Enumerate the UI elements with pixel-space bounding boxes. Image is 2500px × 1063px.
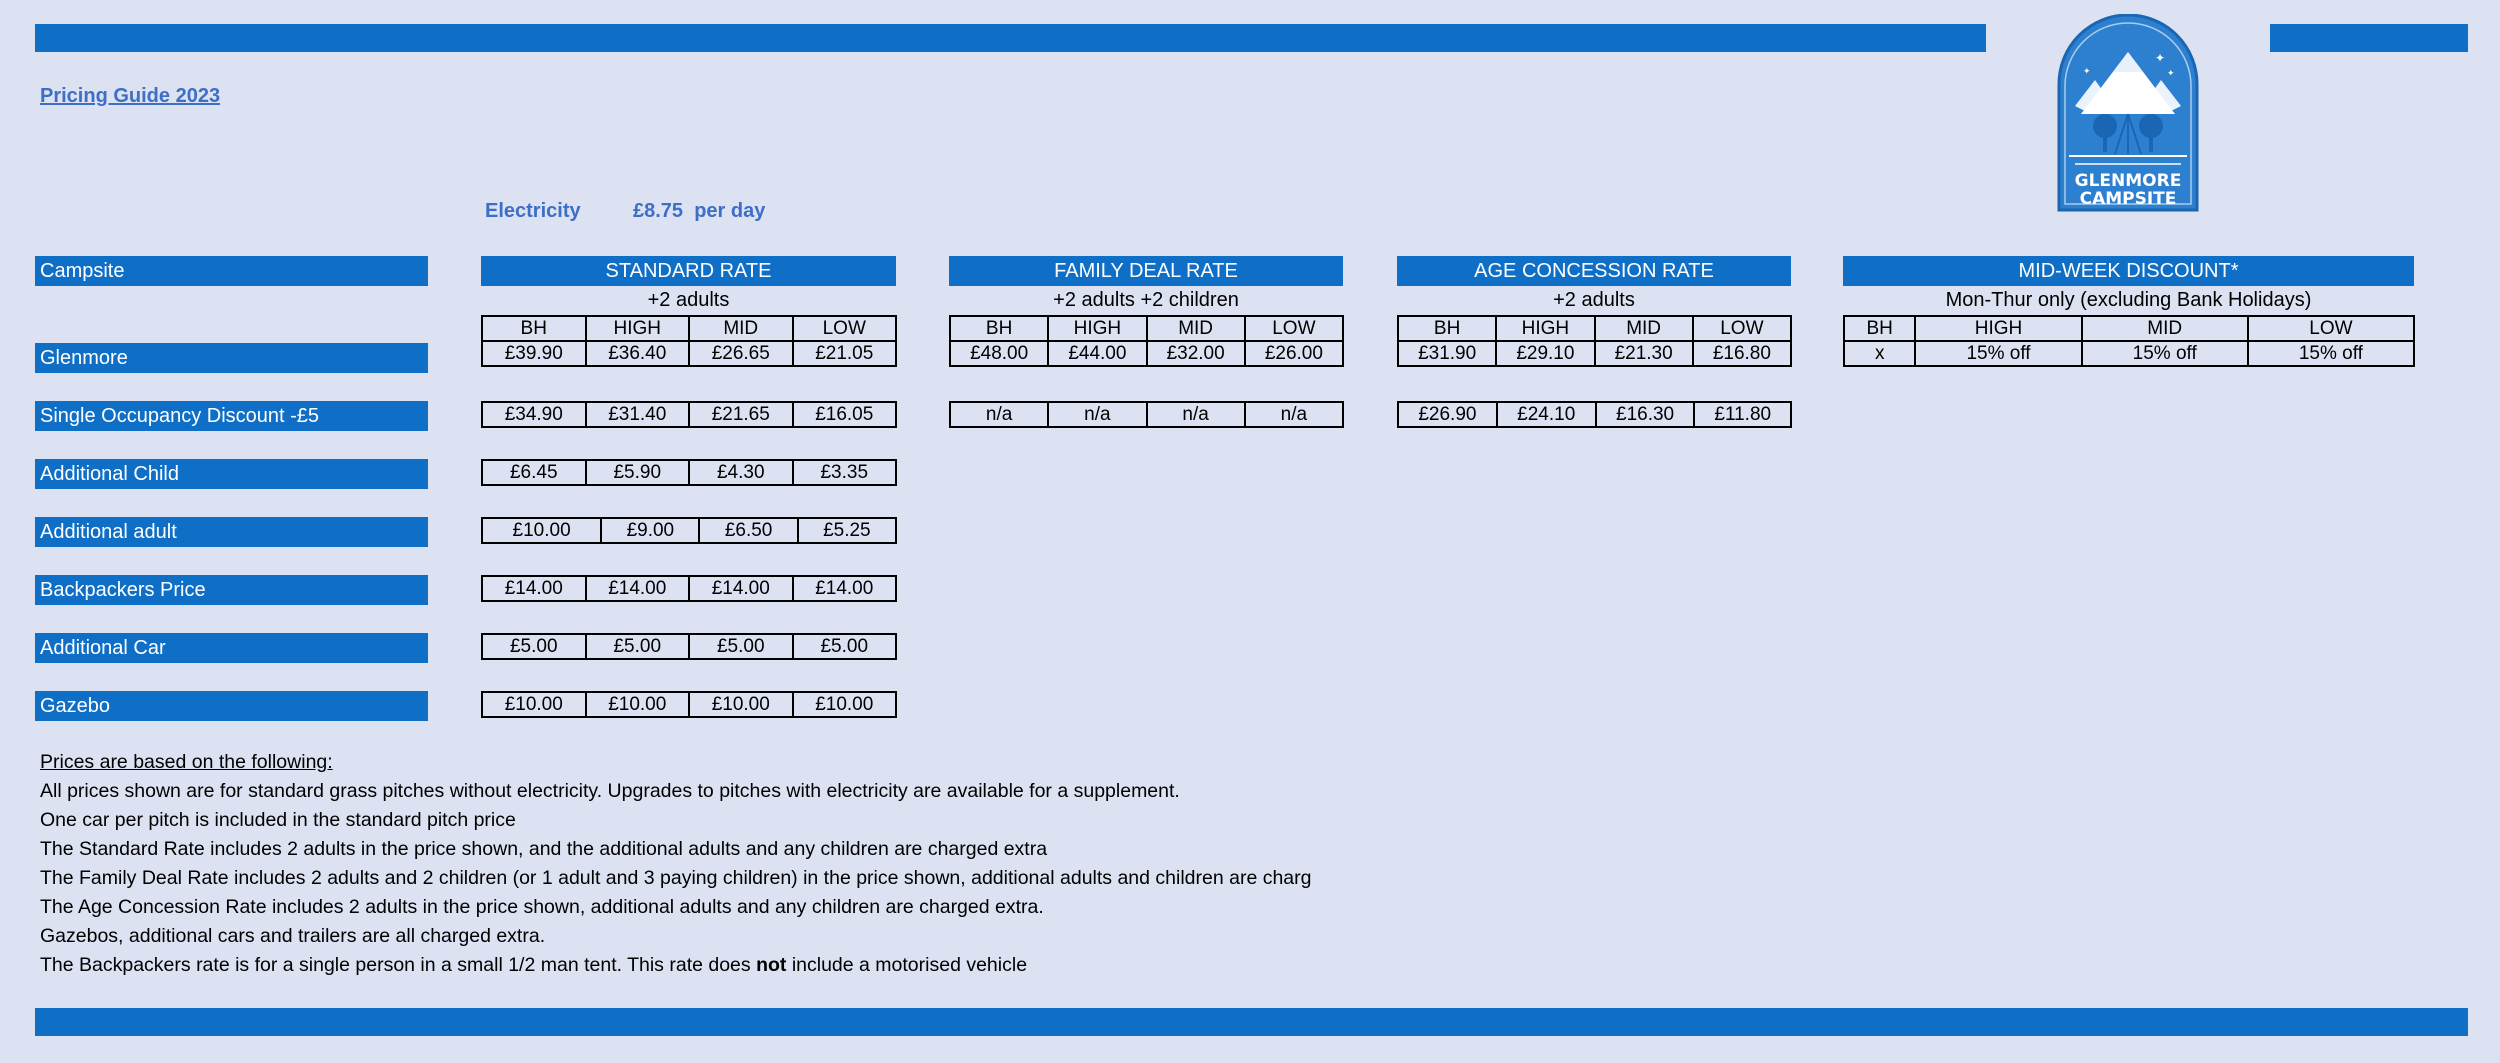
price-cell: £16.05: [793, 402, 897, 427]
family-rate-subtitle: +2 adults +2 children: [1053, 289, 1239, 311]
note-emphasis: not: [756, 954, 787, 976]
bottom-bar: [35, 1008, 2468, 1036]
price-cell: £36.40: [586, 341, 690, 366]
table-row: [482, 576, 896, 601]
price-cell: n/a: [1048, 402, 1146, 427]
col-bh: BH: [950, 316, 1048, 341]
price-cell: £31.90: [1398, 341, 1496, 366]
price-cell: £4.30: [689, 460, 793, 485]
table-row: [950, 341, 1343, 366]
price-cell: £14.00: [586, 576, 690, 601]
price-cell: £5.00: [482, 634, 586, 659]
discount-cell: 15% off: [1915, 341, 2081, 366]
price-cell: £21.30: [1595, 341, 1693, 366]
note-line: Gazebos, additional cars and trailers are all charged extra.: [40, 925, 546, 947]
col-low: LOW: [1693, 316, 1791, 341]
standard-adult-row: [481, 517, 897, 544]
standard-car-row: [481, 633, 897, 660]
price-cell: £10.00: [482, 692, 586, 717]
price-cell: £48.00: [950, 341, 1048, 366]
pricing-guide-link[interactable]: Pricing Guide 2023: [40, 85, 221, 107]
electricity-price-unit: per day: [694, 200, 766, 222]
label-additional-child: Additional Child: [35, 459, 428, 489]
glenmore-campsite-logo: [2055, 14, 2201, 214]
col-low: LOW: [2248, 316, 2414, 341]
price-cell: £44.00: [1048, 341, 1146, 366]
col-bh: BH: [1844, 316, 1915, 341]
note-line: The Standard Rate includes 2 adults in the price shown, and the additional adults and any children are charged extra: [40, 838, 1048, 860]
electricity-label: Electricity: [485, 200, 581, 222]
note-text: include a motorised vehicle: [786, 954, 1028, 976]
table-row: [482, 518, 896, 543]
midweek-table: [1843, 315, 2415, 367]
price-cell: £10.00: [482, 518, 601, 543]
col-mid: MID: [689, 316, 793, 341]
age-concession-subtitle: +2 adults: [1553, 289, 1635, 311]
col-bh: BH: [1398, 316, 1496, 341]
col-high: HIGH: [1496, 316, 1594, 341]
note-line: One car per pitch is included in the standard pitch price: [40, 809, 516, 831]
price-cell: £6.50: [699, 518, 797, 543]
price-cell: £14.00: [689, 576, 793, 601]
electricity-price-value: £8.75: [633, 200, 684, 222]
label-additional-car: Additional Car: [35, 633, 428, 663]
note-line-backpackers: [40, 951, 1340, 980]
col-high: HIGH: [1048, 316, 1146, 341]
family-table: [949, 315, 1344, 367]
table-row: [1398, 402, 1791, 427]
campsite-logo-icon: [2055, 14, 2201, 214]
col-mid: MID: [1595, 316, 1693, 341]
discount-cell: x: [1844, 341, 1915, 366]
notes-heading: Prices are based on the following:: [40, 751, 333, 773]
top-bar-left: [35, 24, 1986, 52]
price-cell: £21.05: [793, 341, 897, 366]
col-bh: BH: [482, 316, 586, 341]
label-gazebo: Gazebo: [35, 691, 428, 721]
age-concession-header: AGE CONCESSION RATE: [1397, 256, 1791, 286]
price-cell: £26.00: [1245, 341, 1343, 366]
price-cell: £5.25: [798, 518, 896, 543]
col-mid: MID: [2082, 316, 2248, 341]
svg-text:GLENMORE: GLENMORE: [2074, 171, 2182, 191]
family-rate-header: FAMILY DEAL RATE: [949, 256, 1343, 286]
standard-rate-subtitle: +2 adults: [647, 289, 730, 311]
price-cell: £14.00: [793, 576, 897, 601]
price-cell: n/a: [1245, 402, 1343, 427]
price-cell: £39.90: [482, 341, 586, 366]
price-cell: £31.40: [586, 402, 690, 427]
price-cell: £16.30: [1596, 402, 1695, 427]
label-glenmore: Glenmore: [35, 343, 428, 373]
label-single-occupancy: Single Occupancy Discount -£5: [35, 401, 428, 431]
standard-header-row: [481, 315, 897, 367]
discount-cell: 15% off: [2248, 341, 2414, 366]
table-row: [1398, 341, 1791, 366]
discount-cell: 15% off: [2082, 341, 2248, 366]
price-cell: £26.65: [689, 341, 793, 366]
label-campsite: Campsite: [35, 256, 428, 286]
standard-backpackers-row: [481, 575, 897, 602]
note-line: The Age Concession Rate includes 2 adults in the price shown, additional adults and any children are charged extra.: [40, 896, 1044, 918]
table-row: [482, 692, 896, 717]
price-cell: £3.35: [793, 460, 897, 485]
table-row: [950, 402, 1343, 427]
table-row: [482, 460, 896, 485]
price-cell: £11.80: [1694, 402, 1791, 427]
col-mid: MID: [1147, 316, 1245, 341]
table-row: [482, 402, 896, 427]
svg-text:✦: ✦: [2167, 69, 2175, 79]
col-low: LOW: [1245, 316, 1343, 341]
age-single-row: [1397, 401, 1792, 428]
table-row: [1844, 341, 2414, 366]
price-cell: £6.45: [482, 460, 586, 485]
age-table: [1397, 315, 1792, 367]
note-line: All prices shown are for standard grass pitches without electricity. Upgrades to pitches with electricity are available for a supplement.: [40, 780, 1180, 802]
note-line: The Family Deal Rate includes 2 adults and 2 children (or 1 adult and 3 paying children) in the price shown, additional adults and children are charg: [40, 867, 1312, 889]
price-cell: £5.00: [793, 634, 897, 659]
standard-rate-header: STANDARD RATE: [481, 256, 896, 286]
family-single-row: [949, 401, 1344, 428]
col-high: HIGH: [1915, 316, 2081, 341]
price-cell: £14.00: [482, 576, 586, 601]
svg-text:CAMPSITE: CAMPSITE: [2079, 189, 2177, 209]
label-additional-adult: Additional adult: [35, 517, 428, 547]
price-cell: £5.90: [586, 460, 690, 485]
price-cell: £10.00: [689, 692, 793, 717]
standard-child-row: [481, 459, 897, 486]
electricity-price: [633, 200, 765, 223]
price-cell: £29.10: [1496, 341, 1594, 366]
table-row: [482, 634, 896, 659]
midweek-discount-header: MID-WEEK DISCOUNT*: [1843, 256, 2414, 286]
price-cell: n/a: [950, 402, 1048, 427]
table-row: [482, 341, 896, 366]
price-cell: £9.00: [601, 518, 699, 543]
price-cell: n/a: [1147, 402, 1245, 427]
price-cell: £16.80: [1693, 341, 1791, 366]
pricing-notes: [40, 748, 1340, 980]
price-cell: £21.65: [689, 402, 793, 427]
note-text: The Backpackers rate is for a single person in a small 1/2 man tent. This rate does: [40, 954, 757, 976]
price-cell: £5.00: [689, 634, 793, 659]
standard-single-row: [481, 401, 897, 428]
svg-text:✦: ✦: [2083, 67, 2091, 77]
top-bar-right: [2270, 24, 2468, 52]
col-low: LOW: [793, 316, 897, 341]
label-backpackers: Backpackers Price: [35, 575, 428, 605]
standard-gazebo-row: [481, 691, 897, 718]
midweek-discount-subtitle: Mon-Thur only (excluding Bank Holidays): [1945, 289, 2312, 311]
price-cell: £34.90: [482, 402, 586, 427]
price-cell: £10.00: [793, 692, 897, 717]
price-cell: £26.90: [1398, 402, 1497, 427]
svg-text:✦: ✦: [2155, 51, 2166, 65]
price-cell: £5.00: [586, 634, 690, 659]
price-cell: £10.00: [586, 692, 690, 717]
col-high: HIGH: [586, 316, 690, 341]
price-cell: £32.00: [1147, 341, 1245, 366]
price-cell: £24.10: [1497, 402, 1596, 427]
